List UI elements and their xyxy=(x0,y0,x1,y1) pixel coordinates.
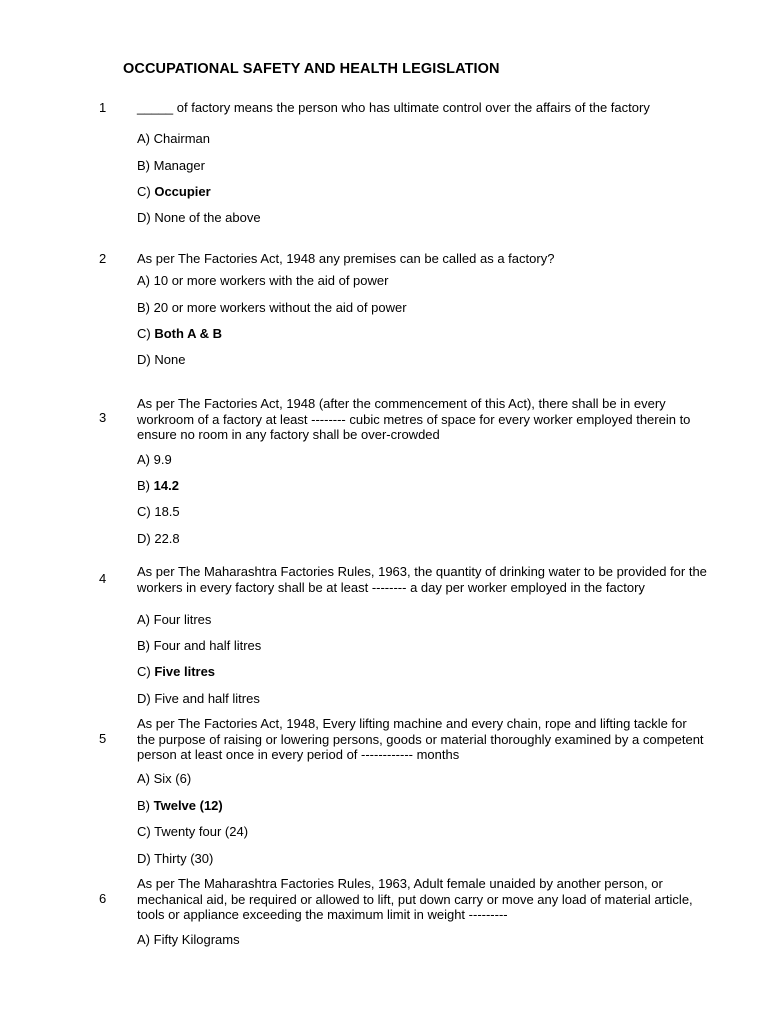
question-number: 6 xyxy=(99,891,107,906)
question-line: workers in every factory shall be at least -------- a day per worker employed in the factory xyxy=(137,579,645,595)
option-prefix: D) xyxy=(137,352,151,367)
option-text-bold: Occupier xyxy=(154,184,211,199)
answer-option-correct xyxy=(137,326,222,342)
option-prefix: B) xyxy=(137,478,150,493)
question-number: 5 xyxy=(99,731,107,746)
question-line: workroom of a factory at least -------- cubic metres of space for every worker employed therein to xyxy=(137,411,691,427)
answer-option xyxy=(137,452,172,468)
option-prefix: D) xyxy=(137,210,151,225)
option-prefix: A) xyxy=(137,452,150,467)
option-prefix: A) xyxy=(137,131,150,146)
option-text: Chairman xyxy=(153,131,210,146)
option-prefix: D) xyxy=(137,691,151,706)
option-text: 22.8 xyxy=(154,531,180,546)
option-prefix: C) xyxy=(137,184,151,199)
question-text xyxy=(137,716,761,763)
option-prefix: B) xyxy=(137,300,150,315)
answer-option xyxy=(137,131,210,147)
question-number: 2 xyxy=(99,251,107,266)
option-text-bold: Both A & B xyxy=(154,326,222,341)
option-text: 9.9 xyxy=(153,452,172,467)
question-line: As per The Factories Act, 1948 (after the commencement of this Act), there shall be in every xyxy=(137,396,666,411)
question-text xyxy=(137,564,761,595)
question-line: the purpose of raising or lowering persons, goods or material thoroughly examined by a competent xyxy=(137,731,704,747)
option-text: Four litres xyxy=(153,612,212,627)
answer-option xyxy=(137,504,180,520)
option-text: Six (6) xyxy=(153,771,192,786)
option-text: Manager xyxy=(153,158,205,173)
question-text xyxy=(137,396,761,443)
answer-option xyxy=(137,300,407,316)
option-text: Thirty (30) xyxy=(154,851,214,866)
question-text xyxy=(137,251,761,267)
option-text: 10 or more workers with the aid of power xyxy=(153,273,389,288)
option-prefix: A) xyxy=(137,771,150,786)
option-text-bold: Twelve (12) xyxy=(153,798,223,813)
answer-option-correct xyxy=(137,184,211,200)
question-number: 4 xyxy=(99,571,107,586)
option-prefix: C) xyxy=(137,664,151,679)
option-text: None of the above xyxy=(154,210,261,225)
answer-option xyxy=(137,210,261,226)
question-line: As per The Maharashtra Factories Rules, 1963, the quantity of drinking water to be provided for the xyxy=(137,564,707,579)
option-prefix: D) xyxy=(137,851,151,866)
option-prefix: C) xyxy=(137,326,151,341)
option-prefix: A) xyxy=(137,932,150,947)
answer-option xyxy=(137,771,191,787)
option-text: Four and half litres xyxy=(153,638,262,653)
option-text: 18.5 xyxy=(154,504,180,519)
option-prefix: A) xyxy=(137,612,150,627)
answer-option-correct xyxy=(137,478,179,494)
answer-option-correct xyxy=(137,798,223,814)
question-line: person at least once in every period of ------------ months xyxy=(137,747,460,762)
question-line: As per The Factories Act, 1948, Every lifting machine and every chain, rope and lifting tackle for xyxy=(137,716,687,731)
option-prefix: B) xyxy=(137,638,150,653)
answer-option xyxy=(137,638,261,654)
answer-option xyxy=(137,273,388,289)
question-line: _____ of factory means the person who has ultimate control over the affairs of the factory xyxy=(137,100,650,115)
option-prefix: D) xyxy=(137,531,151,546)
answer-option xyxy=(137,932,240,948)
answer-option xyxy=(137,824,248,840)
option-text: 20 or more workers without the aid of power xyxy=(153,300,407,315)
question-line: mechanical aid, be required or allowed to lift, put down carry or move any load of material article, xyxy=(137,891,693,907)
answer-option xyxy=(137,158,205,174)
question-line: ensure no room in any factory shall be over-crowded xyxy=(137,427,440,442)
question-line: tools or appliance exceeding the maximum limit in weight --------- xyxy=(137,907,508,922)
option-prefix: B) xyxy=(137,798,150,813)
question-text xyxy=(137,876,761,923)
option-text-bold: Five litres xyxy=(154,664,216,679)
answer-option xyxy=(137,851,213,867)
answer-option xyxy=(137,531,180,547)
option-prefix: A) xyxy=(137,273,150,288)
answer-option xyxy=(137,612,211,628)
option-text: Twenty four (24) xyxy=(154,824,249,839)
option-prefix: B) xyxy=(137,158,150,173)
option-text-bold: 14.2 xyxy=(153,478,179,493)
answer-option xyxy=(137,352,185,368)
document-title: OCCUPATIONAL SAFETY AND HEALTH LEGISLATION xyxy=(123,61,500,77)
question-number: 3 xyxy=(99,410,107,425)
question-line: As per The Maharashtra Factories Rules, 1963, Adult female unaided by another person, or xyxy=(137,876,663,891)
option-prefix: C) xyxy=(137,824,151,839)
option-prefix: C) xyxy=(137,504,151,519)
answer-option xyxy=(137,691,260,707)
question-number: 1 xyxy=(99,100,107,115)
question-line: As per The Factories Act, 1948 any premises can be called as a factory? xyxy=(137,251,555,266)
option-text: None xyxy=(154,352,186,367)
question-text xyxy=(137,100,761,116)
option-text: Fifty Kilograms xyxy=(153,932,240,947)
option-text: Five and half litres xyxy=(154,691,260,706)
answer-option-correct xyxy=(137,664,215,680)
